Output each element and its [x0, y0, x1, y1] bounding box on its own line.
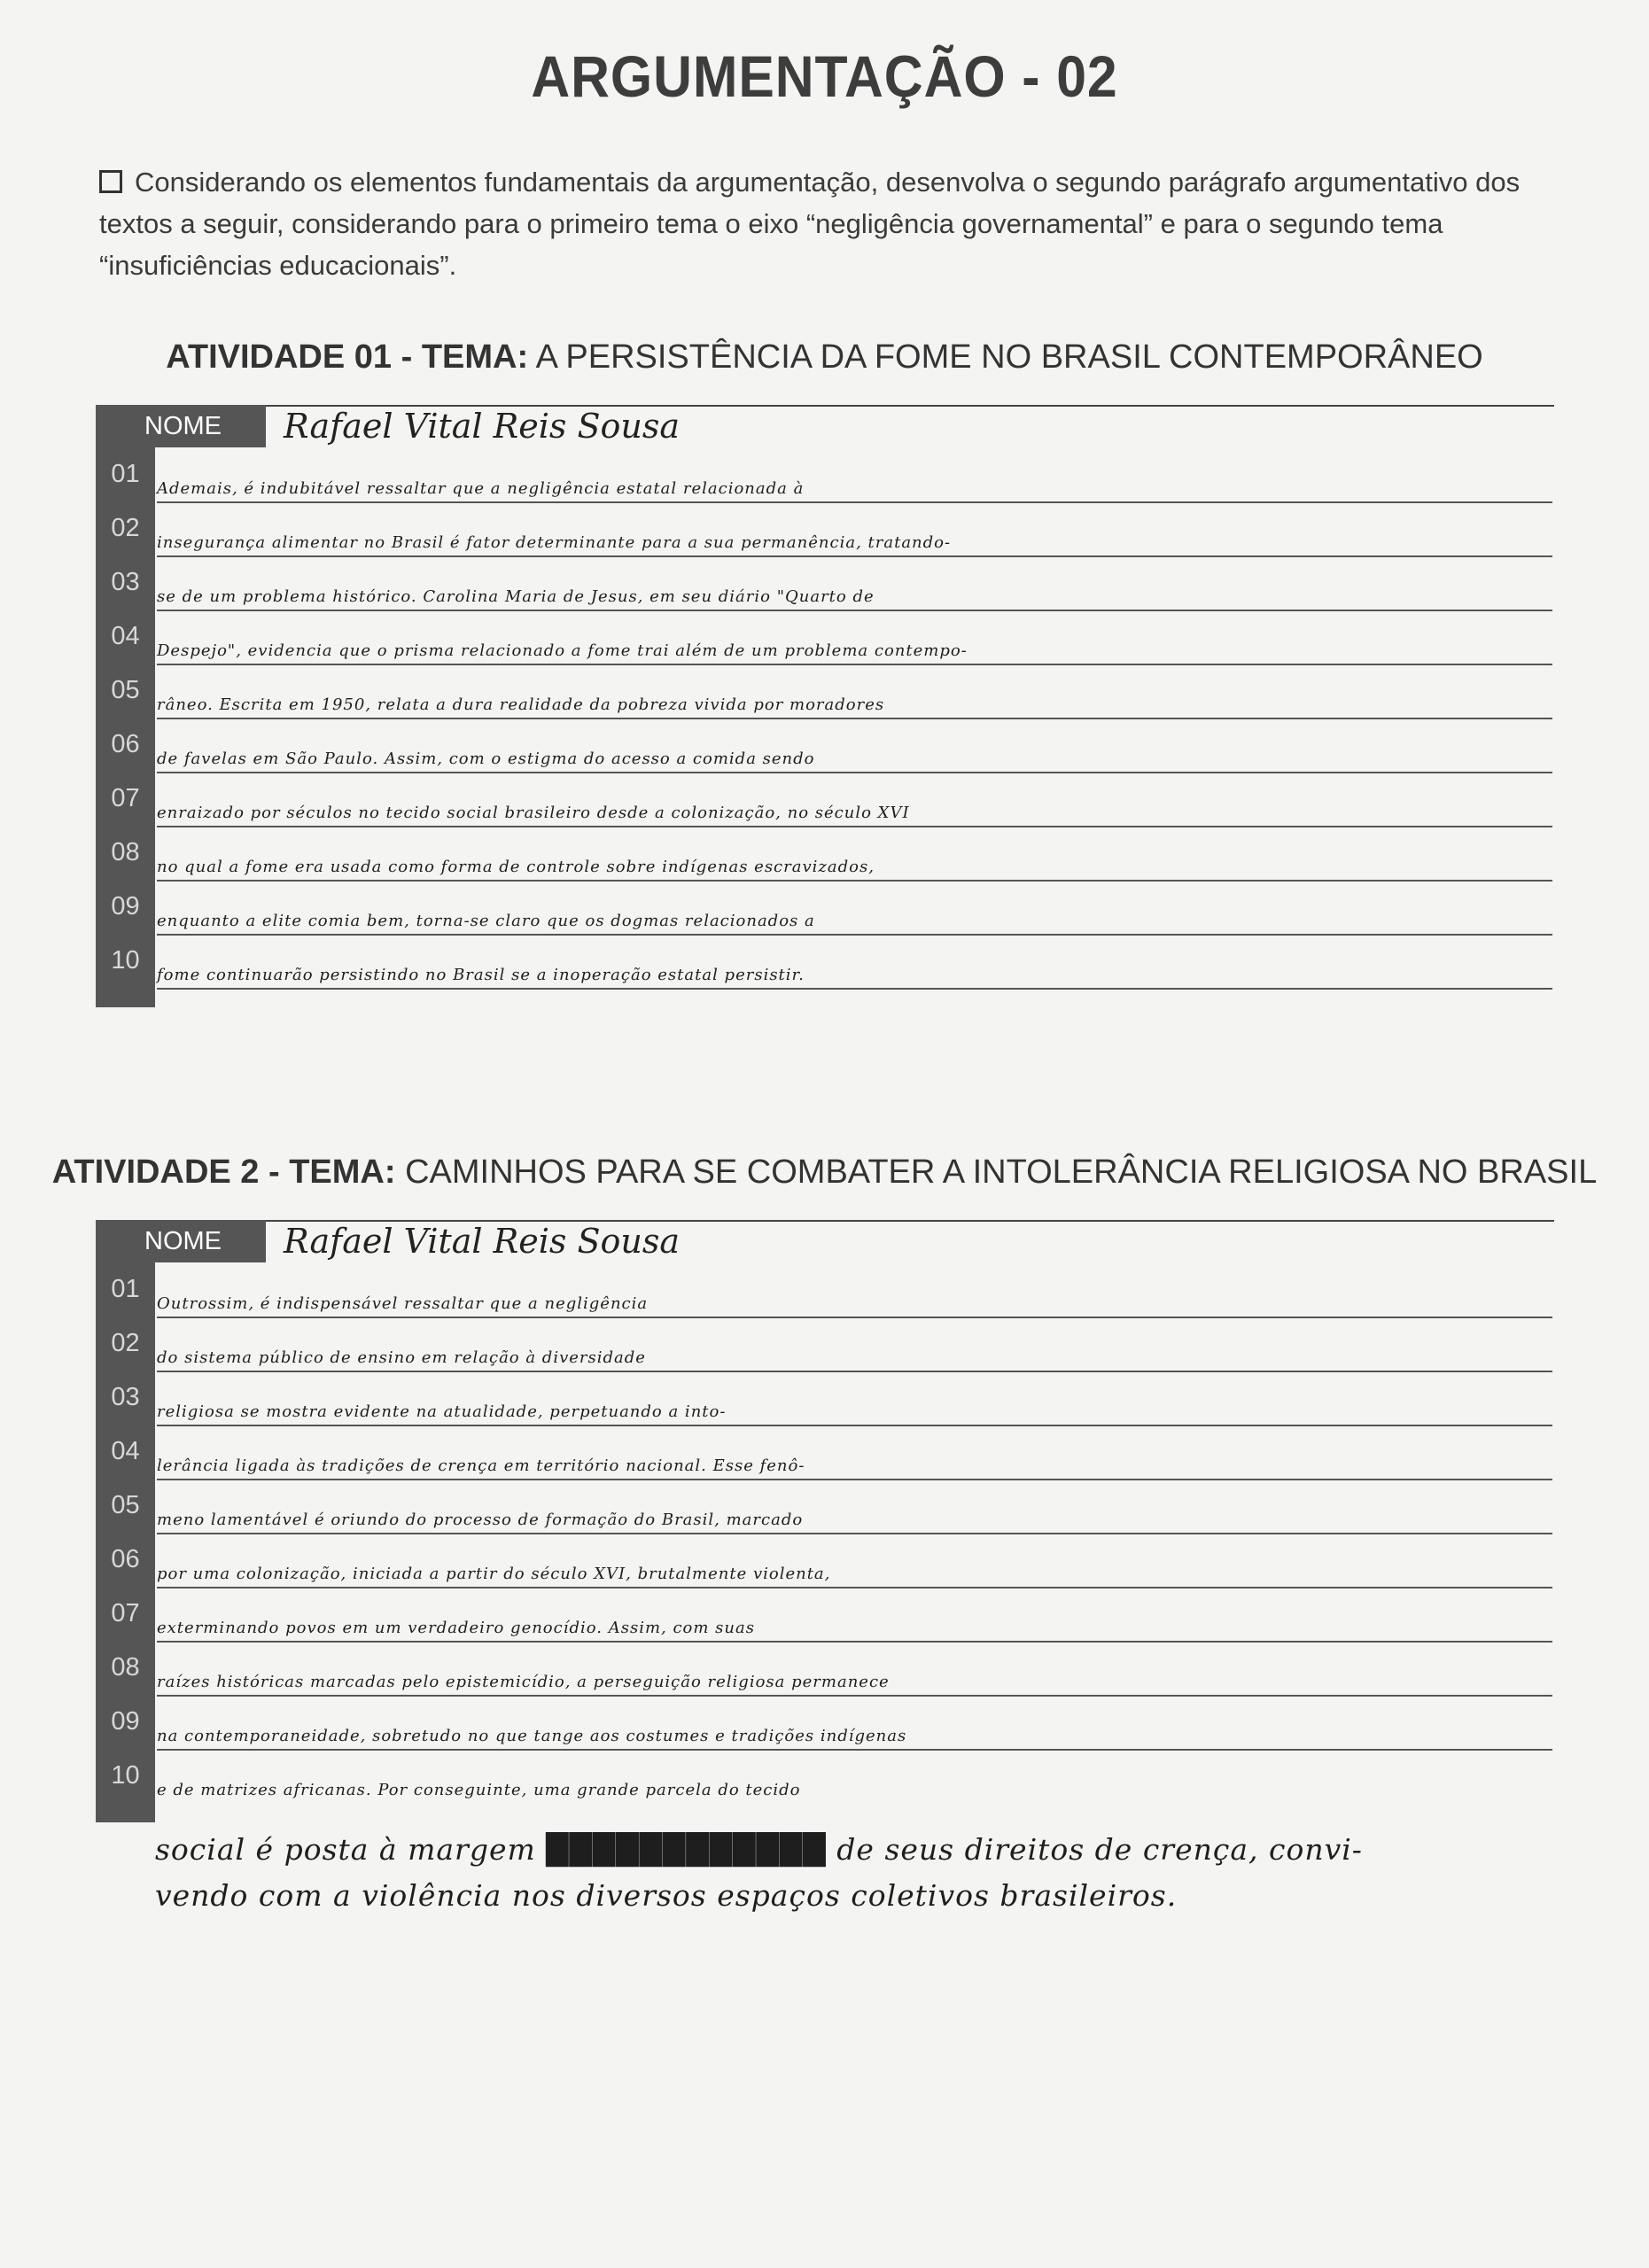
writing-line	[157, 880, 1552, 936]
line-number: 05	[111, 1491, 140, 1519]
handwritten-line: enquanto a elite comia bem, torna-se claro que os dogmas relacionados a	[157, 912, 815, 930]
line-number: 10	[111, 1761, 140, 1790]
line-number: 07	[111, 1599, 140, 1627]
activity-2-sheet	[96, 1220, 1554, 1822]
handwritten-line: religiosa se mostra evidente na atualidade, perpetuando a into-	[157, 1402, 727, 1421]
handwritten-line: na contemporaneidade, sobretudo no que tange aos costumes e tradições indígenas	[157, 1727, 907, 1745]
page-title: ARGUMENTAÇÃO - 02	[531, 43, 1118, 109]
line-number: 07	[111, 784, 140, 812]
handwritten-line: exterminando povos em um verdadeiro genocídio. Assim, com suas	[157, 1619, 755, 1637]
instruction	[99, 161, 1588, 286]
writing-line	[157, 501, 1552, 557]
activity-1-title-rest: A PERSISTÊNCIA DA FOME NO BRASIL CONTEMPORÂNEO	[528, 338, 1483, 376]
line-number: 02	[111, 1329, 140, 1357]
writing-line	[157, 1533, 1552, 1588]
writing-line	[157, 555, 1552, 611]
line-number: 08	[111, 1653, 140, 1682]
handwritten-line: râneo. Escrita em 1950, relata a dura realidade da pobreza vivida por moradores	[157, 695, 885, 714]
writing-line	[157, 1587, 1552, 1643]
activity-2-title	[0, 1153, 1649, 1192]
student-name: Rafael Vital Reis Sousa	[284, 407, 681, 446]
writing-line	[157, 1317, 1552, 1372]
writing-line	[157, 447, 1552, 503]
writing-line	[157, 772, 1552, 827]
handwritten-line: de favelas em São Paulo. Assim, com o estigma do acesso a comida sendo	[157, 750, 815, 768]
writing-line	[157, 1371, 1552, 1426]
checkbox-icon	[99, 170, 122, 193]
activity-2-title-prefix: ATIVIDADE 2 - TEMA:	[51, 1153, 396, 1191]
handwritten-line: Outrossim, é indispensável ressaltar que a negligência	[157, 1294, 649, 1313]
line-number: 02	[111, 514, 140, 542]
line-number: 10	[111, 946, 140, 975]
line-number: 09	[111, 1707, 140, 1736]
handwritten-line: insegurança alimentar no Brasil é fator determinante para a sua permanência, tratando-	[157, 533, 952, 552]
handwritten-line: no qual a fome era usada como forma de controle sobre indígenas escravizados,	[157, 858, 875, 876]
handwritten-line: Despejo", evidencia que o prisma relacionado a fome trai além de um problema contempo-	[157, 641, 968, 660]
writing-line	[157, 610, 1552, 665]
handwritten-line: por uma colonização, iniciada a partir do século XVI, brutalmente violenta,	[157, 1565, 831, 1583]
activity-1-title-prefix: ATIVIDADE 01 - TEMA:	[166, 338, 529, 376]
writing-line	[157, 934, 1552, 990]
handwritten-line: do sistema público de ensino em relação à diversidade	[157, 1348, 646, 1367]
activity-2-title-rest: CAMINHOS PARA SE COMBATER A INTOLERÂNCIA RELIGIOSA NO BRASIL	[395, 1153, 1598, 1191]
writing-line	[157, 826, 1552, 882]
writing-line	[157, 718, 1552, 773]
name-label: NOME	[96, 405, 266, 447]
instruction-text: Considerando os elementos fundamentais da argumentação, desenvolva o segundo parágrafo argumentativo dos textos a seguir, considerando para o primeiro tema o eixo “negligência governamental” e para o segundo tema “insuficiências educacionais”.	[99, 167, 1521, 281]
handwritten-overflow-line: social é posta à margem ████████████ de seus direitos de crença, convi-	[155, 1832, 1363, 1867]
handwritten-line: meno lamentável é oriundo do processo de formação do Brasil, marcado	[157, 1511, 804, 1529]
writing-line	[157, 1641, 1552, 1697]
name-label: NOME	[96, 1220, 266, 1262]
handwritten-line: Ademais, é indubitável ressaltar que a negligência estatal relacionada à	[157, 479, 805, 498]
line-number: 04	[111, 622, 140, 650]
handwritten-line: fome continuarão persistindo no Brasil se a inoperação estatal persistir.	[157, 966, 805, 984]
handwritten-overflow-line: vendo com a violência nos diversos espaços coletivos brasileiros.	[155, 1878, 1178, 1913]
line-number: 05	[111, 676, 140, 704]
handwritten-line: raízes históricas marcadas pelo epistemicídio, a perseguição religiosa permanece	[157, 1673, 890, 1691]
handwritten-line: e de matrizes africanas. Por conseguinte, uma grande parcela do tecido	[157, 1781, 801, 1799]
handwritten-line: lerância ligada às tradições de crença em território nacional. Esse fenô-	[157, 1456, 805, 1475]
line-number: 04	[111, 1437, 140, 1465]
student-name: Rafael Vital Reis Sousa	[284, 1222, 681, 1261]
line-number: 06	[111, 1545, 140, 1573]
activity-1-title	[0, 338, 1649, 377]
line-number: 06	[111, 730, 140, 758]
line-number: 03	[111, 568, 140, 596]
line-number: 03	[111, 1383, 140, 1411]
handwritten-line: se de um problema histórico. Carolina Maria de Jesus, em seu diário "Quarto de	[157, 587, 875, 606]
handwritten-line: enraizado por séculos no tecido social brasileiro desde a colonização, no século XVI	[157, 804, 910, 822]
line-number: 08	[111, 838, 140, 866]
writing-line	[157, 1479, 1552, 1534]
writing-line	[157, 1425, 1552, 1480]
writing-line	[157, 664, 1552, 719]
writing-line	[157, 1749, 1552, 1803]
activity-1-sheet	[96, 405, 1554, 1007]
line-number: 01	[111, 1275, 140, 1303]
writing-line	[157, 1695, 1552, 1751]
line-number: 09	[111, 892, 140, 920]
line-number: 01	[111, 460, 140, 488]
writing-line	[157, 1262, 1552, 1318]
